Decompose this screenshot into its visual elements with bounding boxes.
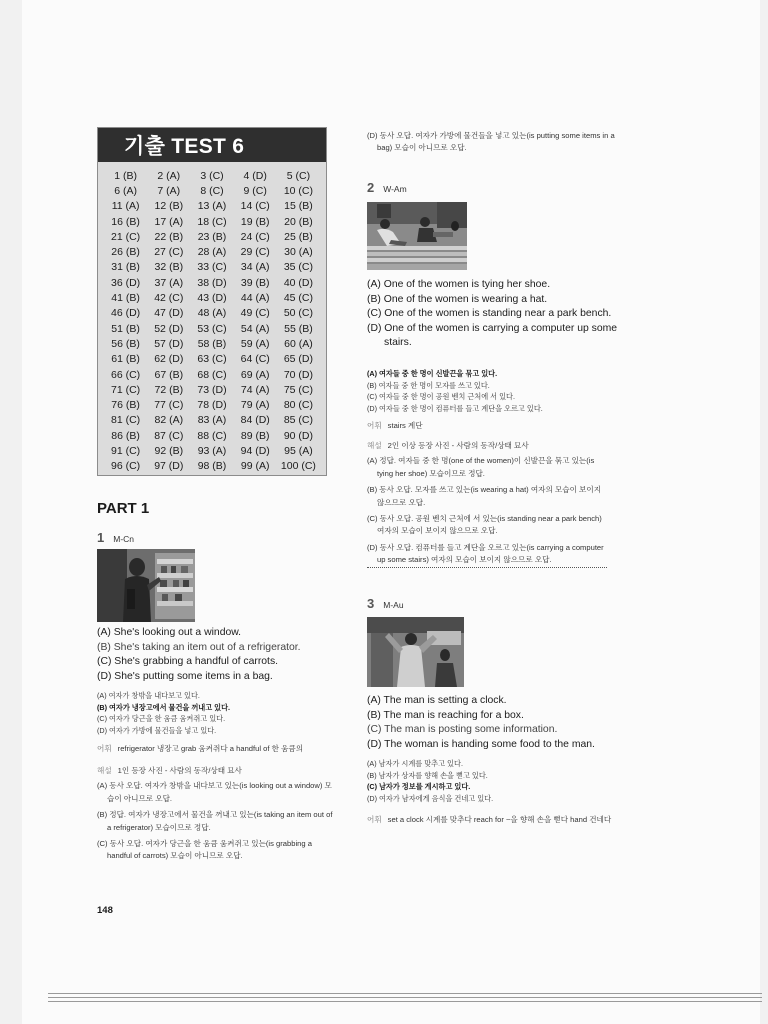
answer-key-cell: 60 (A) [284, 337, 313, 350]
answer-key-row [104, 229, 320, 244]
question-3-translations [367, 758, 617, 805]
answer-key-row [104, 397, 320, 412]
answer-key-cell: 1 (B) [114, 169, 137, 182]
answer-key-row [104, 168, 320, 183]
answer-key-cell: 27 (C) [154, 246, 184, 259]
answer-key-cell: 23 (B) [197, 230, 227, 243]
answer-key-cell: 61 (B) [111, 353, 140, 366]
answer-key-cell: 18 (C) [197, 215, 227, 228]
answer-key-cell: 48 (A) [197, 307, 227, 320]
explanation-label: 해설 [367, 441, 382, 450]
answer-key-cell: 64 (C) [240, 353, 270, 366]
translation-d: (D) 여자들 중 한 명이 컴퓨터를 들고 계단을 오르고 있다. [367, 404, 543, 414]
question-1-translations [97, 690, 347, 737]
question-number: 3 [367, 596, 375, 611]
option-b: (B) She's taking an item out of a refrigerator. [97, 641, 301, 653]
option-d: (D) The woman is handing some food to the man. [367, 738, 595, 750]
answer-key-row [104, 260, 320, 275]
answer-key-cell: 29 (C) [240, 246, 270, 259]
answer-key-cell: 72 (B) [154, 383, 184, 396]
explanation-a: (A) 동사 오답. 여자가 창밖을 내다보고 있는(is looking out a window) 모습이 아니므로 오답. [97, 781, 332, 803]
option-c: (C) One of the women is standing near a park bench. [367, 308, 612, 320]
answer-key-row [104, 413, 320, 428]
translation-b: (B) 여자들 중 한 명이 모자를 쓰고 있다. [367, 380, 490, 390]
answer-key-cell: 54 (A) [240, 322, 270, 335]
answer-key-row [104, 367, 320, 382]
answer-key-cell: 71 (C) [111, 383, 141, 396]
answer-key-cell: 59 (A) [240, 337, 270, 350]
answer-key-cell: 20 (B) [284, 215, 313, 228]
explanation-b: (B) 정답. 여자가 냉장고에서 물건을 꺼내고 있는(is taking an item out of a refrigerator) 모습이므로 정답. [97, 810, 333, 832]
answer-key-cell: 21 (C) [111, 230, 141, 243]
answer-key-cell: 38 (D) [197, 276, 227, 289]
answer-key-cell: 16 (B) [111, 215, 140, 228]
answer-key-cell: 80 (C) [283, 399, 313, 412]
explanation-c: (C) 동사 오답. 여자가 당근을 한 움큼 움켜쥐고 있는(is grabbing a handful of carrots) 모습이 아니므로 오답. [97, 839, 312, 861]
option-a: (A) She's looking out a window. [97, 627, 242, 638]
question-number: 1 [97, 530, 105, 545]
explanation-label: 해설 [97, 766, 112, 775]
answer-key-cell: 13 (A) [197, 200, 227, 213]
question-3-photo [367, 617, 464, 687]
answer-key-cell: 53 (C) [197, 322, 227, 335]
answer-key-cell: 28 (A) [197, 246, 227, 259]
answer-key-grid [98, 162, 326, 474]
footer-rule [48, 997, 762, 998]
question-1-explanation [97, 765, 337, 863]
answer-key-cell: 8 (C) [200, 184, 224, 197]
vocab-text: set a clock 시계를 맞추다 reach for ~을 향해 손을 뻗다 hand 건네다 [387, 815, 612, 824]
answer-key-row [104, 336, 320, 351]
answer-key-cell: 73 (D) [197, 383, 227, 396]
answer-key-cell: 51 (B) [111, 322, 140, 335]
question-1-options [97, 626, 347, 684]
translation-b: (B) 여자가 냉장고에서 물건을 꺼내고 있다. [97, 702, 231, 712]
speaker-label: M-Au [383, 600, 404, 610]
answer-key-cell: 35 (C) [283, 261, 313, 274]
explanation-d: (D) 동사 오답. 컴퓨터를 들고 계단을 오르고 있는(is carrying a computer up some stairs) 여자의 모습이 보이지 않으므로 오답. [367, 542, 607, 568]
answer-key-cell: 82 (A) [154, 414, 184, 427]
speaker-label: M-Cn [113, 534, 135, 544]
translation-c: (C) 여자들 중 한 명이 공원 벤치 근처에 서 있다. [367, 392, 515, 402]
translation-a: (A) 남자가 시계를 맞추고 있다. [367, 759, 463, 768]
answer-key-cell: 67 (B) [154, 368, 184, 381]
option-d: (D) One of the women is carrying a computer up some stairs. [367, 322, 618, 349]
answer-key-cell: 65 (D) [283, 353, 313, 366]
translation-d: (D) 여자가 가방에 물건들을 넣고 있다. [97, 726, 217, 736]
answer-key-row [104, 306, 320, 321]
option-c: (C) She's grabbing a handful of carrots. [97, 656, 279, 668]
answer-key-cell: 32 (B) [154, 261, 184, 274]
answer-key-cell: 87 (C) [154, 429, 184, 442]
question-2-translations [367, 368, 617, 415]
answer-key-cell: 77 (C) [154, 399, 184, 412]
answer-key-cell: 63 (C) [197, 353, 227, 366]
answer-key-cell: 75 (C) [283, 383, 313, 396]
explanation-a: (A) 정답. 여자들 중 한 명(one of the women)이 신발끈을 묶고 있는(is tying her shoe) 모습이므로 정답. [367, 456, 595, 478]
translation-a: (A) 여자들 중 한 명이 신발끈을 묶고 있다. [367, 369, 498, 378]
translation-c: (C) 여자가 당근을 한 움큼 움켜쥐고 있다. [97, 714, 226, 724]
answer-key-cell: 5 (C) [286, 169, 311, 182]
answer-key-cell: 93 (A) [197, 444, 227, 457]
question-3-vocab [367, 814, 622, 826]
answer-key-cell: 99 (A) [240, 460, 270, 473]
answer-key-cell: 76 (B) [111, 399, 140, 412]
answer-key-cell: 40 (D) [283, 276, 313, 289]
answer-key-cell: 84 (D) [240, 414, 270, 427]
answer-key-cell: 14 (C) [240, 200, 270, 213]
answer-key-cell: 34 (A) [240, 261, 270, 274]
answer-key-row [104, 443, 320, 458]
option-d: (D) She's putting some items in a bag. [97, 670, 273, 682]
vocab-label: 어휘 [367, 421, 382, 430]
answer-key-row [104, 290, 320, 305]
answer-key-cell: 49 (C) [240, 307, 270, 320]
answer-key-cell: 91 (C) [111, 444, 141, 457]
answer-key-cell: 100 (C) [280, 460, 316, 473]
answer-key-cell: 88 (C) [197, 429, 227, 442]
question-2-options [367, 278, 622, 351]
answer-key-cell: 47 (D) [154, 307, 184, 320]
answer-key-cell: 2 (A) [157, 169, 181, 182]
answer-key-cell: 78 (D) [197, 399, 227, 412]
answer-key-row [104, 428, 320, 443]
explanation-b: (B) 동사 오답. 모자를 쓰고 있는(is wearing a hat) 여자의 모습이 보이지 않으므로 오답. [367, 485, 602, 507]
option-a: (A) One of the women is tying her shoe. [367, 279, 551, 290]
explanation-title: 2인 이상 등장 사진 - 사람의 동작/상태 묘사 [387, 441, 529, 450]
question-1-header [97, 530, 134, 545]
answer-key-cell: 70 (D) [283, 368, 313, 381]
answer-key-row [104, 244, 320, 259]
question-3-header [367, 596, 404, 611]
answer-key-cell: 3 (C) [200, 169, 224, 182]
answer-key-cell: 56 (B) [111, 337, 140, 350]
answer-key-cell: 66 (C) [111, 368, 141, 381]
answer-key-cell: 15 (B) [284, 200, 313, 213]
answer-key-cell: 6 (A) [114, 184, 137, 197]
speaker-label: W-Am [383, 184, 407, 194]
answer-key-row [104, 275, 320, 290]
answer-key-cell: 22 (B) [154, 230, 184, 243]
answer-key-cell: 86 (B) [111, 429, 140, 442]
answer-key-cell: 12 (B) [154, 200, 184, 213]
question-2-explanation [367, 440, 607, 568]
answer-key-cell: 81 (C) [111, 414, 141, 427]
translation-b: (B) 남자가 상자를 향해 손을 뻗고 있다. [367, 770, 488, 780]
answer-key-cell: 36 (D) [111, 276, 141, 289]
vocab-text: stairs 계단 [387, 421, 423, 430]
vocab-label: 어휘 [367, 815, 382, 824]
answer-key-cell: 19 (B) [240, 215, 270, 228]
answer-key-cell: 44 (A) [240, 292, 270, 305]
answer-key-cell: 4 (D) [243, 169, 267, 182]
answer-key-cell: 98 (B) [197, 460, 227, 473]
answer-key-title: 기출 TEST 6 [98, 128, 326, 162]
answer-key-row [104, 199, 320, 214]
answer-key-cell: 9 (C) [243, 184, 267, 197]
question-1-photo [97, 549, 195, 622]
question-2-vocab [367, 420, 617, 432]
answer-key-box [97, 127, 327, 476]
answer-key-cell: 68 (C) [197, 368, 227, 381]
vocab-text: refrigerator 냉장고 grab 움켜쥐다 a handful of 한 움큼의 [117, 744, 304, 753]
question-3-options [367, 694, 627, 752]
answer-key-cell: 52 (D) [154, 322, 184, 335]
translation-d: (D) 여자가 남자에게 음식을 건네고 있다. [367, 794, 494, 804]
answer-key-cell: 17 (A) [154, 215, 184, 228]
answer-key-cell: 69 (A) [240, 368, 270, 381]
answer-key-cell: 97 (D) [154, 460, 184, 473]
answer-key-cell: 26 (B) [111, 246, 140, 259]
footer-rule [48, 993, 762, 994]
part-title: PART 1 [97, 500, 150, 517]
answer-key-row [104, 183, 320, 198]
answer-key-cell: 43 (D) [197, 292, 227, 305]
answer-key-cell: 58 (B) [197, 337, 227, 350]
answer-key-cell: 79 (A) [240, 399, 270, 412]
answer-key-cell: 33 (C) [197, 261, 227, 274]
answer-key-cell: 83 (A) [197, 414, 227, 427]
answer-key-cell: 62 (D) [154, 353, 184, 366]
answer-key-cell: 46 (D) [111, 307, 141, 320]
answer-key-cell: 25 (B) [284, 230, 313, 243]
option-a: (A) The man is setting a clock. [367, 695, 507, 706]
answer-key-cell: 39 (B) [240, 276, 270, 289]
answer-key-row [104, 459, 320, 474]
answer-key-cell: 94 (D) [240, 444, 270, 457]
option-b: (B) The man is reaching for a box. [367, 709, 524, 721]
answer-key-cell: 90 (D) [283, 429, 313, 442]
footer-rule [48, 1001, 762, 1002]
question-2-header [367, 180, 407, 195]
answer-key-cell: 37 (A) [154, 276, 184, 289]
explanation-c: (C) 동사 오답. 공원 벤치 근처에 서 있는(is standing near a park bench) 여자의 모습이 보이지 않으므로 오답. [367, 514, 602, 536]
answer-key-row [104, 382, 320, 397]
answer-key-cell: 55 (B) [284, 322, 313, 335]
page-number: 148 [97, 905, 113, 916]
question-1-vocab [97, 743, 347, 755]
answer-key-cell: 57 (D) [154, 337, 184, 350]
answer-key-cell: 85 (C) [283, 414, 313, 427]
answer-key-cell: 92 (B) [154, 444, 184, 457]
answer-key-cell: 7 (A) [157, 184, 181, 197]
answer-key-cell: 41 (B) [111, 292, 140, 305]
answer-key-cell: 74 (A) [240, 383, 270, 396]
translation-c: (C) 남자가 정보를 게시하고 있다. [367, 782, 471, 792]
answer-key-cell: 50 (C) [283, 307, 313, 320]
question-number: 2 [367, 180, 375, 195]
explanation-title: 1인 등장 사진 - 사람의 동작/상태 묘사 [117, 766, 242, 775]
question-2-photo [367, 202, 467, 270]
answer-key-cell: 31 (B) [111, 261, 140, 274]
question-1-explanation-d: (D) 동사 오답. 여자가 가방에 물건들을 넣고 있는(is putting some items in a bag) 모습이 아니므로 오답. [367, 131, 615, 153]
answer-key-cell: 96 (C) [111, 460, 141, 473]
option-b: (B) One of the women is wearing a hat. [367, 293, 548, 305]
answer-key-row [104, 214, 320, 229]
translation-a: (A) 여자가 창밖을 내다보고 있다. [97, 691, 200, 700]
answer-key-cell: 42 (C) [154, 292, 184, 305]
vocab-label: 어휘 [97, 744, 112, 753]
answer-key-cell: 95 (A) [284, 444, 313, 457]
answer-key-cell: 30 (A) [284, 246, 313, 259]
answer-key-row [104, 352, 320, 367]
answer-key-row [104, 321, 320, 336]
answer-key-cell: 89 (B) [240, 429, 270, 442]
answer-key-cell: 45 (C) [283, 292, 313, 305]
answer-key-cell: 11 (A) [111, 200, 140, 213]
answer-key-cell: 10 (C) [283, 184, 313, 197]
answer-key-cell: 24 (C) [240, 230, 270, 243]
option-c: (C) The man is posting some information. [367, 724, 558, 736]
